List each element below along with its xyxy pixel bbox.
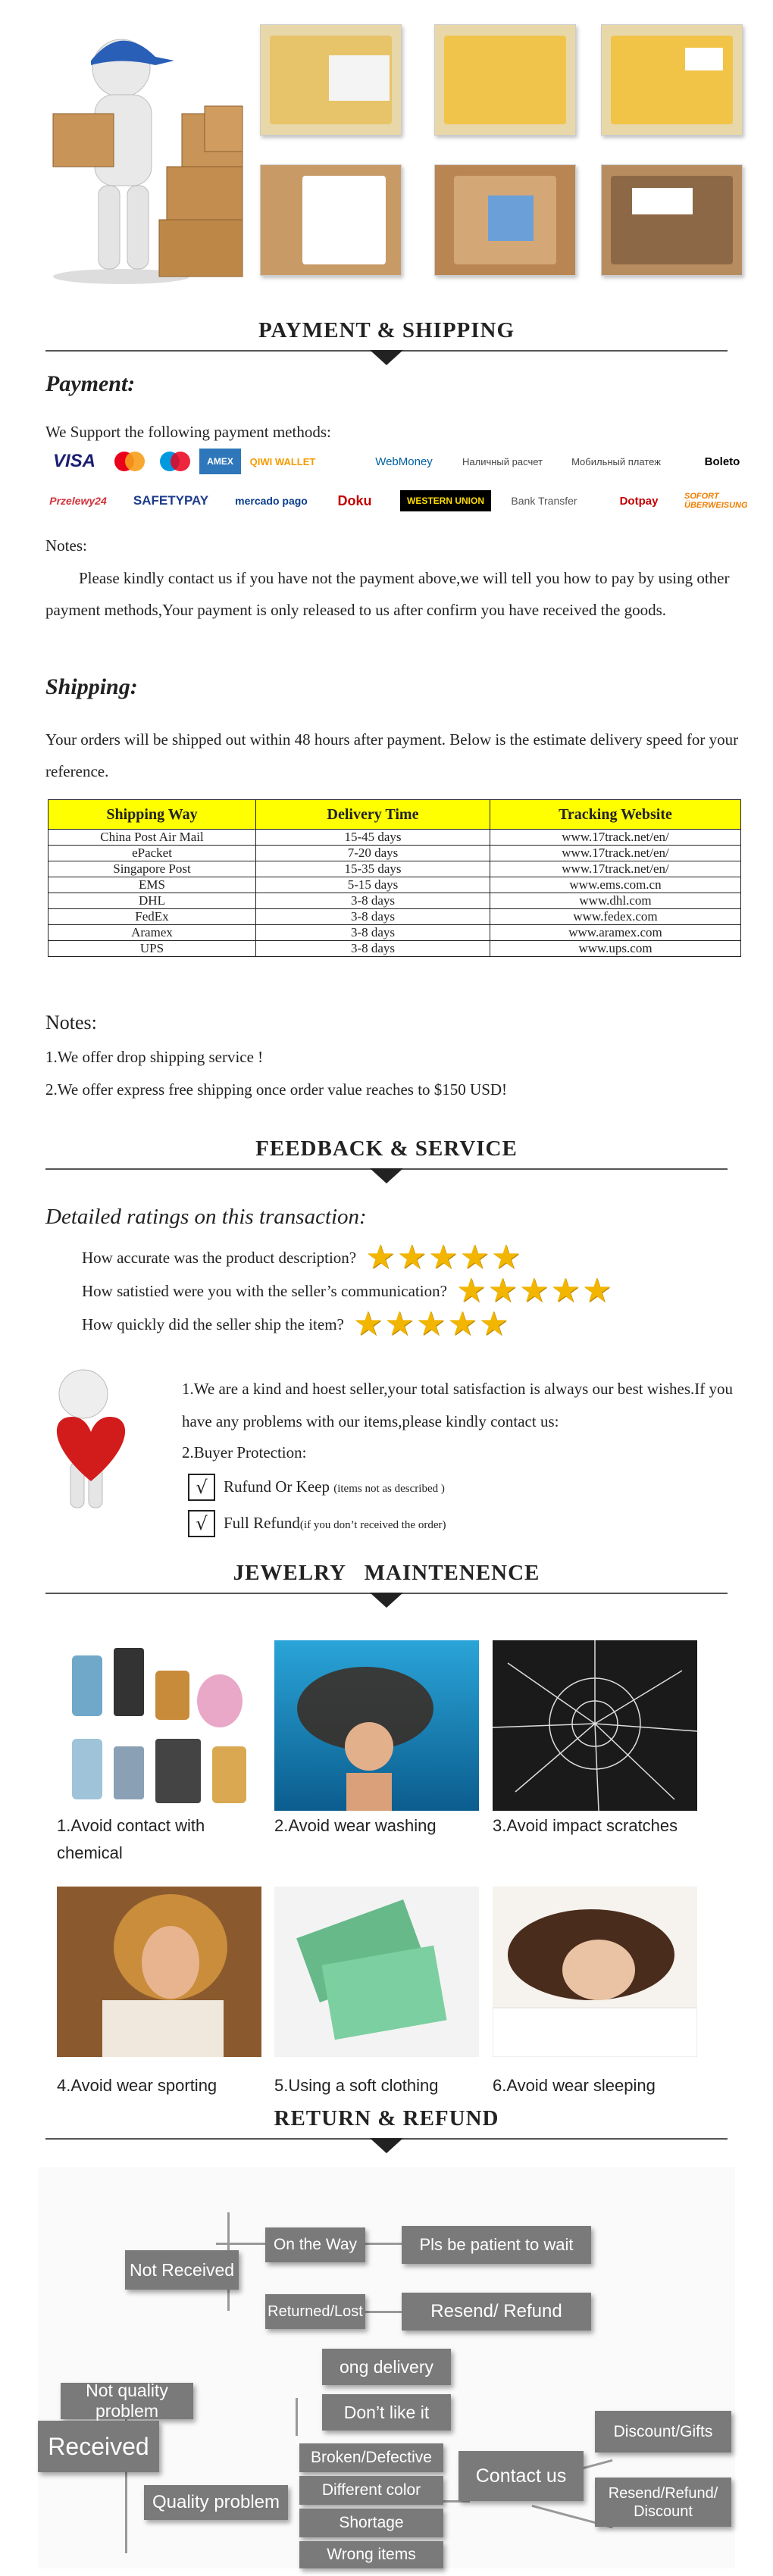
star-rating <box>456 1274 613 1308</box>
shipping-heading: Shipping: <box>45 674 138 699</box>
payment-notes-label: Notes: <box>45 536 87 555</box>
table-cell: Aramex <box>49 925 256 941</box>
table-cell: EMS <box>49 877 256 893</box>
table-cell: www.17track.net/en/ <box>490 846 741 861</box>
heart-figure-illustration <box>42 1364 140 1515</box>
perfume-bottles-image <box>57 1640 261 1811</box>
jewelry-tip: 6.Avoid wear sleeping <box>493 2076 656 2095</box>
sofort-logo: SOFORT ÜBERWEISUNG <box>684 492 748 510</box>
table-row <box>49 941 741 957</box>
shipping-text: Your orders will be shipped out within 48 hours after payment. Below is the estimate delivery speed for your reference. <box>45 730 739 780</box>
quality-problem-node: Quality problem <box>144 2485 288 2520</box>
down-arrow-icon <box>370 2138 403 2153</box>
table-cell: 3-8 days <box>256 909 490 925</box>
refund-or-keep-label: Rufund Or Keep <box>224 1477 330 1496</box>
connector-line <box>216 2243 269 2245</box>
long-delivery-node: ong delivery <box>322 2349 451 2385</box>
jewelry-tip: 3.Avoid impact scratches <box>493 1816 678 1835</box>
table-cell: www.ems.com.cn <box>490 877 741 893</box>
returned-lost-node: Returned/Lost <box>265 2294 365 2329</box>
star-icon: ★ <box>396 1239 427 1276</box>
full-refund-label: Full Refund <box>224 1514 300 1532</box>
polishing-cloth-image <box>274 1887 479 2057</box>
note-free-shipping: 2.We offer express free shipping once order value reaches to $150 USD! <box>45 1080 508 1099</box>
table-row <box>49 830 741 846</box>
bank-transfer-logo: Bank Transfer <box>511 495 577 507</box>
payment-support-text: We Support the following payment methods: <box>45 423 331 441</box>
package-photo <box>601 164 743 276</box>
shortage-node: Shortage <box>299 2509 443 2537</box>
table-cell: 15-45 days <box>256 830 490 846</box>
wrong-items-node: Wrong items <box>299 2541 443 2568</box>
table-row <box>49 877 741 893</box>
mercadopago-logo: mercado pago <box>235 495 308 507</box>
section-title-jewelry: JEWELRY MAINTENENCE <box>233 1561 540 1585</box>
table-cell: 5-15 days <box>256 877 490 893</box>
received-node: Received <box>38 2421 159 2472</box>
table-row <box>49 925 741 941</box>
star-icon: ★ <box>581 1272 612 1309</box>
down-arrow-icon <box>370 1593 403 1608</box>
table-cell: DHL <box>49 893 256 909</box>
star-icon: ★ <box>447 1305 477 1343</box>
table-cell: China Post Air Mail <box>49 830 256 846</box>
table-cell: FedEx <box>49 909 256 925</box>
mobile-payment-logo: Мобильный платеж <box>571 455 661 467</box>
rating-shipping-speed <box>82 1305 510 1343</box>
rating-communication <box>82 1274 613 1308</box>
full-refund-option <box>224 1514 446 1533</box>
table-cell: www.dhl.com <box>490 893 741 909</box>
connector-line <box>364 2311 402 2313</box>
table-cell: Singapore Post <box>49 861 256 877</box>
maestro-logo <box>108 449 150 474</box>
table-cell: www.17track.net/en/ <box>490 861 741 877</box>
table-row <box>49 846 741 861</box>
package-photo <box>434 24 576 136</box>
western-union-logo: WESTERN UNION <box>400 490 491 511</box>
down-arrow-icon <box>370 1168 403 1183</box>
table-cell: www.aramex.com <box>490 925 741 941</box>
safetypay-logo: SAFETYPAY <box>133 493 209 508</box>
shipping-table <box>48 799 741 957</box>
table-cell: 3-8 days <box>256 925 490 941</box>
star-icon: ★ <box>518 1272 549 1309</box>
table-row <box>49 893 741 909</box>
star-icon: ★ <box>455 1272 487 1309</box>
table-cell: 3-8 days <box>256 941 490 957</box>
payment-notes-text: Please kindly contact us if you have not the payment above,we will tell you how to pay by using other payment methods,Your payment is only released to us after confirm you have received the goods. <box>45 569 730 619</box>
star-icon: ★ <box>352 1305 383 1343</box>
buyer-protection-label: 2.Buyer Protection: <box>182 1443 307 1462</box>
table-cell: ePacket <box>49 846 256 861</box>
refund-or-keep-note: (items not as described ) <box>333 1483 445 1495</box>
package-photo <box>601 24 743 136</box>
table-row <box>49 861 741 877</box>
rating-question: How satistied were you with the seller’s communication? <box>82 1281 447 1300</box>
payment-methods-logos <box>44 449 749 524</box>
mastercard-logo <box>154 449 196 474</box>
broken-defective-node: Broken/Defective <box>299 2443 443 2472</box>
jewelry-tip: 4.Avoid wear sporting <box>57 2076 218 2095</box>
sporting-woman-image <box>57 1887 261 2057</box>
check-icon: √ <box>188 1474 215 1501</box>
different-color-node: Different color <box>299 2476 443 2505</box>
cracked-glass-image <box>493 1640 697 1811</box>
star-rating <box>365 1241 522 1274</box>
dotpay-logo: Dotpay <box>619 494 659 508</box>
table-cell: www.17track.net/en/ <box>490 830 741 846</box>
przelewy24-logo: Przelewy24 <box>49 495 107 507</box>
section-title-feedback: FEEDBACK & SERVICE <box>255 1136 518 1161</box>
package-photo <box>260 24 402 136</box>
doku-logo: Doku <box>337 492 372 508</box>
swimming-woman-image <box>274 1640 479 1811</box>
delivery-worker-illustration <box>30 15 265 288</box>
jewelry-tip: 5.Using a soft clothing <box>274 2076 439 2095</box>
contact-us-node: Contact us <box>458 2451 584 2501</box>
shipping-notes-label: Notes: <box>45 1011 97 1033</box>
section-title-payment-shipping: PAYMENT & SHIPPING <box>258 318 515 342</box>
rating-question: How accurate was the product description? <box>82 1248 357 1267</box>
webmoney-logo: WebMoney <box>375 455 433 468</box>
qiwi-logo: QIWI WALLET <box>249 455 316 467</box>
be-patient-node: Pls be patient to wait <box>402 2226 591 2264</box>
discount-gifts-node: Discount/Gifts <box>595 2411 731 2453</box>
table-cell: www.fedex.com <box>490 909 741 925</box>
rating-question: How quickly did the seller ship the item? <box>82 1315 344 1333</box>
connector-line <box>296 2398 298 2436</box>
check-icon: √ <box>188 1510 215 1537</box>
table-cell: 15-35 days <box>256 861 490 877</box>
star-icon: ★ <box>384 1305 415 1343</box>
boleto-logo: Boleto <box>704 455 740 468</box>
table-header: Shipping Way <box>49 800 256 830</box>
visa-logo: VISA <box>52 451 95 471</box>
star-icon: ★ <box>490 1239 521 1276</box>
down-arrow-icon <box>370 350 403 365</box>
amex-logo: AMEX <box>199 449 241 474</box>
ratings-heading: Detailed ratings on this transaction: <box>45 1205 367 1229</box>
jewelry-tip: 1.Avoid contact with chemical <box>57 1816 205 1862</box>
resend-refund-discount-node: Resend/Refund/ Discount <box>595 2478 731 2527</box>
not-quality-problem-node: Not quality problem <box>61 2383 193 2419</box>
table-cell: www.ups.com <box>490 941 741 957</box>
table-header: Tracking Website <box>490 800 741 830</box>
connector-line <box>364 2243 402 2245</box>
star-icon: ★ <box>365 1239 396 1276</box>
service-commitment-text: 1.We are a kind and hoest seller,your total satisfaction is always our best wishes.If you have any problems with our items,please kindly contact us: <box>182 1380 734 1430</box>
star-rating <box>352 1305 510 1343</box>
full-refund-note: (if you don’t received the order) <box>299 1519 446 1531</box>
section-title-refund: RETURN & REFUND <box>274 2106 499 2131</box>
package-photo <box>434 164 576 276</box>
star-icon: ★ <box>487 1272 518 1309</box>
resend-refund-node: Resend/ Refund <box>402 2293 591 2331</box>
star-icon: ★ <box>459 1239 490 1276</box>
refund-flow-diagram <box>38 2167 735 2568</box>
payment-heading: Payment: <box>45 371 136 396</box>
star-icon: ★ <box>478 1305 509 1343</box>
sleeping-woman-image <box>493 1887 697 2057</box>
table-cell: UPS <box>49 941 256 957</box>
note-drop-shipping: 1.We offer drop shipping service ! <box>45 1048 264 1066</box>
rating-description <box>82 1241 522 1274</box>
table-cell: 7-20 days <box>256 846 490 861</box>
on-the-way-node: On the Way <box>265 2227 365 2262</box>
dont-like-it-node: Don’t like it <box>322 2394 451 2431</box>
cash-payment-logo: Наличный расчет <box>462 455 543 467</box>
star-icon: ★ <box>415 1305 446 1343</box>
table-cell: 3-8 days <box>256 893 490 909</box>
table-row <box>49 909 741 925</box>
refund-or-keep-option <box>224 1477 445 1496</box>
star-icon: ★ <box>428 1239 458 1276</box>
package-photo <box>260 164 402 276</box>
jewelry-tip: 2.Avoid wear washing <box>274 1816 437 1835</box>
not-received-node: Not Received <box>125 2250 239 2290</box>
star-icon: ★ <box>550 1272 581 1309</box>
table-header: Delivery Time <box>256 800 490 830</box>
